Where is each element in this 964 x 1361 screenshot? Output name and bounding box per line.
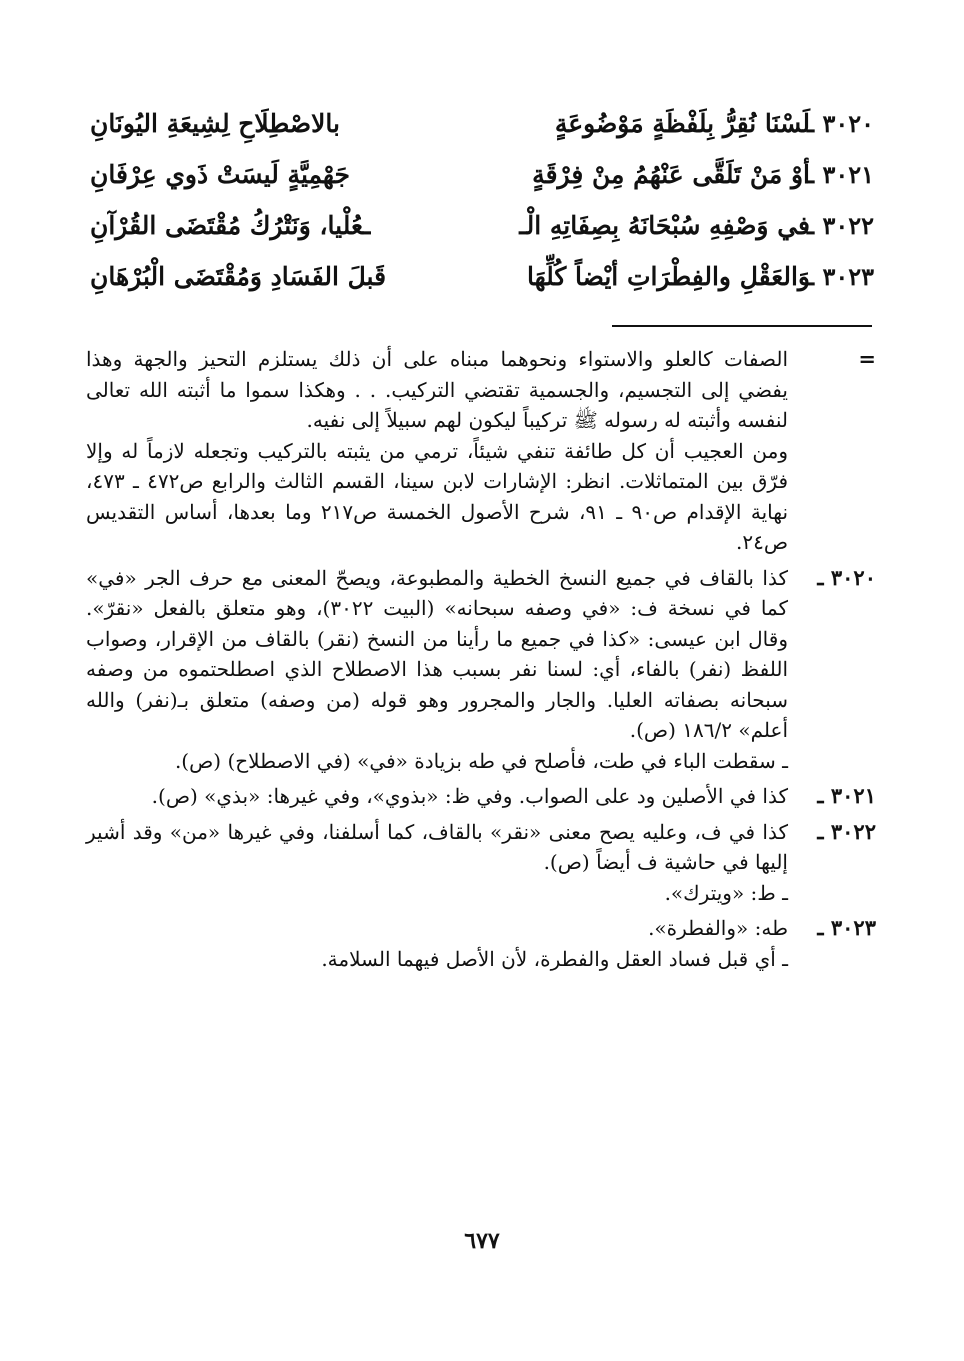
- footnote-number: ٣٠٢٢ ـ: [817, 818, 876, 844]
- footnote-paragraph: ـ سقطت الباء في طت، فأصلح في طه بزيادة «في» (في الاصطلاح) (ص).: [174, 748, 788, 773]
- page-number: ٦٧٧: [464, 1228, 500, 1254]
- footnote-paragraph: ـ أي قبل فساد العقل والفطرة، لأن الأصل فيهما السلامة.: [321, 946, 788, 971]
- footnote-text: [86, 344, 788, 558]
- footnote-text: [86, 781, 788, 812]
- verse-first-hemistich: وَالعَقْلِ والفِطْرَاتِ أيْضاً كُلِّهَا: [527, 262, 810, 291]
- footnote: [86, 781, 876, 812]
- verse-number: ٣٠٢٠ ـ: [807, 109, 874, 138]
- footnote-paragraph: كذا بالقاف في جميع النسخ الخطية والمطبوعة، ويصحّ المعنى مع حرف الجر «في» كما في نسخة ف: «في وصفه سبحانه» (البيت ٣٠٢٢)، وهو متعلق بالفعل «نقرّ». وقال ابن عيسى: «كذا في جميع ما رأينا من النسخ (نقر) بالقاف من الإقرار، وصواب اللفظ (نفر) بالفاء، أي: لسنا نفر بسبب هذا الاصطلاح الذي اصطلحتموه من وصفه سبحانه بصفاته العليا. والجار والمجرور وهو قوله (من وصفه) متعلق بـ(نفر) والله أعلم» ١٨٦/٢ (ص).: [86, 565, 789, 742]
- footnote-separator: [612, 325, 872, 327]
- verse-line: [90, 149, 874, 200]
- footnote-marker: =: [858, 346, 876, 371]
- footnote-text: [86, 913, 788, 974]
- verse-number: ٣٠٢١ ـ: [807, 160, 874, 189]
- verse-line: [90, 200, 874, 251]
- verse-number: ٣٠٢٢ ـ: [807, 211, 874, 240]
- footnote-number: ٣٠٢٠ ـ: [817, 564, 876, 590]
- footnote: [86, 913, 876, 974]
- footnote-paragraph: ومن العجيب أن كل طائفة تنفي شيئاً، ترمي من يثبته بالتركيب وتجعله لازماً له وإلا فرّق بين المتماثلات. انظر: الإشارات لابن سينا، القسم الثالث والرابع ص٤٧٢ ـ ٤٧٣، نهاية الإقدام ص٩٠ ـ ٩١، شرح الأصول الخمسة ص٢١٧ وما بعدها، أساس التقديس ص٢٤.: [86, 438, 789, 554]
- verse-first-hemistich: لَسْنَا نُقِرُّ بِلَفْظَةٍ مَوْضُوعَةٍ: [554, 109, 810, 138]
- footnotes: [86, 344, 876, 974]
- footnote: [86, 817, 876, 909]
- footnote-paragraph: ـ ط: «ويترك».: [664, 880, 788, 905]
- verse-second-hemistich: جَهْمِيَّةٍ لَيسَتْ ذَوي عِرْفَانِ: [90, 160, 350, 189]
- footnote-text: [86, 817, 788, 909]
- poem-verses: [90, 98, 874, 302]
- verse-line: [90, 98, 874, 149]
- verse-first-hemistich: أوْ مَنْ تَلَقَّى عَنْهُمُ مِنْ فِرْقَةٍ: [532, 160, 810, 189]
- footnote-number: ٣٠٢٣ ـ: [817, 915, 876, 940]
- footnote-paragraph: الصفات كالعلو والاستواء ونحوهما مبناه على أن ذلك يستلزم التحيز والجهة وهذا يفضي إلى التجسيم، والجسمية تقتضي التركيب. . . وهكذا سموا ما أثبته الله تعالى لنفسه وأثبته له رسوله ﷺ تركيباً ليكون لهم سبيلاً إلى نفيه.: [86, 347, 788, 432]
- footnote-paragraph: طه: «والفطرة».: [648, 916, 788, 940]
- verse-second-hemistich: قَبلَ الفَسَادِ وَمُقْتَضَى الْبُرْهَانِ: [90, 262, 387, 291]
- footnote-number: ٣٠٢١ ـ: [817, 783, 876, 808]
- footnote-continuation: [86, 344, 876, 558]
- verse-second-hemistich: بالاصْطِلَاحِ لِشِيعَةِ اليُونَانِ: [90, 109, 340, 138]
- footnote-paragraph: كذا في الأصلين ود على الصواب. وفي ظ: «بذوي»، وفي غيرها: «بذي» (ص).: [151, 784, 788, 808]
- footnote-text: [86, 563, 788, 777]
- footnote-paragraph: كذا في ف، وعليه يصح معنى «نقر» بالقاف، كما أسلفنا، وفي غيرها «من» وقد أشير إليها في حاشية ف أيضاً (ص).: [86, 819, 788, 874]
- footnote: [86, 563, 876, 777]
- verse-first-hemistich: في وَصْفِهِ سُبْحَانَهُ بِصِفَاتِهِ الْـ: [519, 211, 810, 240]
- verse-number: ٣٠٢٣ ـ: [807, 262, 874, 291]
- verse-second-hemistich: ـعُلْيا، وَنَتْرُكُ مُقْتَضَى القُرْآنِ: [90, 211, 371, 240]
- verse-line: [90, 251, 874, 302]
